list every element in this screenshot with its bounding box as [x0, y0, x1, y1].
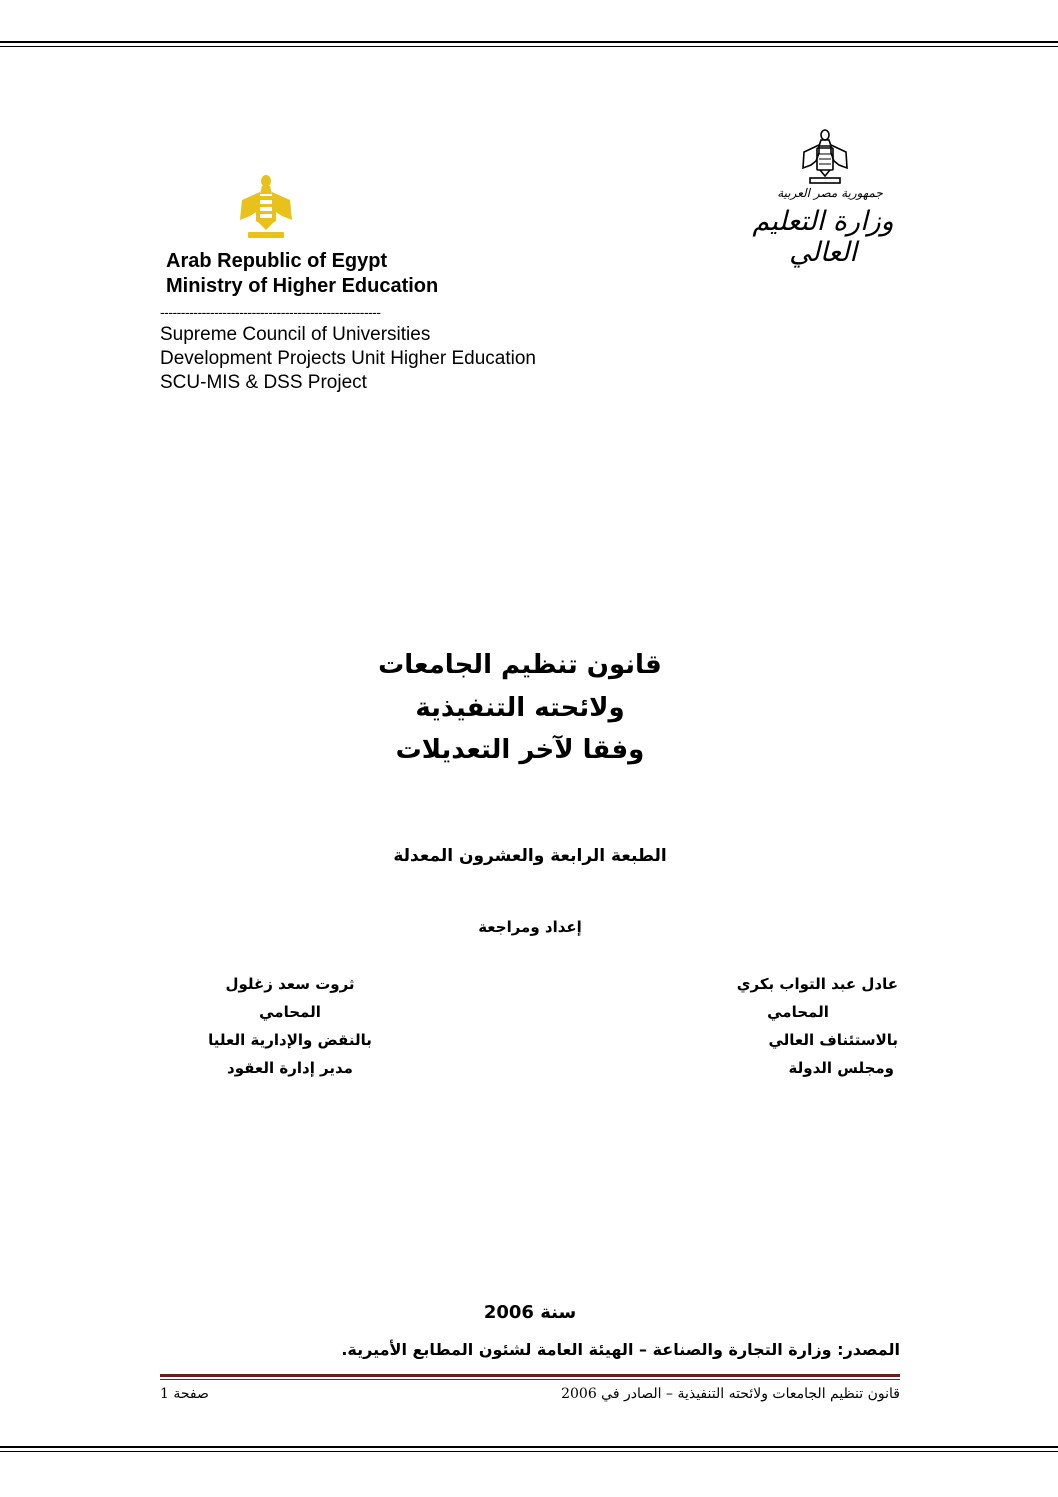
bottom-rule-thin — [0, 1451, 1058, 1452]
prepared-by-label: إعداد ومراجعة — [478, 918, 582, 936]
edition-label: الطبعة الرابعة والعشرون المعدلة — [393, 846, 667, 866]
publication-year — [420, 1302, 640, 1323]
project-name: SCU-MIS & DSS Project — [160, 372, 367, 393]
source-note: المصدر: وزارة التجارة والصناعة – الهيئة العامة لشئون المطابع الأميرية. — [341, 1340, 900, 1359]
title-line-3: وفقا لآخر التعديلات — [395, 735, 645, 765]
top-rule — [0, 41, 1058, 43]
footer-rule — [160, 1374, 900, 1377]
year-value: 2006 — [483, 1302, 534, 1323]
egypt-eagle-gold-icon — [236, 172, 296, 244]
ministry-name: Ministry of Higher Education — [166, 275, 439, 297]
page-number: صفحة 1 — [160, 1386, 209, 1402]
author-left-role: المحامي — [259, 1003, 321, 1021]
unit-name: Development Projects Unit Higher Education — [160, 348, 536, 369]
title-line-1: قانون تنظيم الجامعات — [378, 650, 662, 680]
ministry-ar-title: وزارة التعليم العالي — [752, 206, 894, 268]
council-name: Supreme Council of Universities — [160, 324, 431, 345]
author-right-role: المحامي — [767, 1003, 829, 1021]
top-rule-thin — [0, 46, 1058, 47]
footer-title: قانون تنظيم الجامعات ولائحته التنفيذية – الصادر في 2006 — [561, 1386, 900, 1402]
author-right-court: بالاستئناف العالي — [768, 1031, 898, 1049]
header-separator: ----------------------------------------------------- — [160, 304, 381, 320]
author-left-court: بالنقض والإدارية العليا — [208, 1031, 372, 1049]
author-right-name: عادل عبد التواب بكري — [736, 975, 898, 993]
author-left-extra: مدير إدارة العقود — [227, 1059, 353, 1077]
egypt-eagle-black-icon — [800, 128, 850, 186]
ministry-ar-subtitle: جمهورية مصر العربية — [777, 186, 883, 200]
author-right-extra: ومجلس الدولة — [788, 1059, 894, 1077]
year-label: سنة — [540, 1302, 577, 1323]
title-line-2: ولائحته التنفيذية — [415, 693, 625, 723]
footer-rule-thin — [160, 1379, 900, 1380]
country-name: Arab Republic of Egypt — [166, 250, 388, 272]
bottom-rule — [0, 1446, 1058, 1448]
author-left-name: ثروت سعد زغلول — [225, 975, 355, 993]
